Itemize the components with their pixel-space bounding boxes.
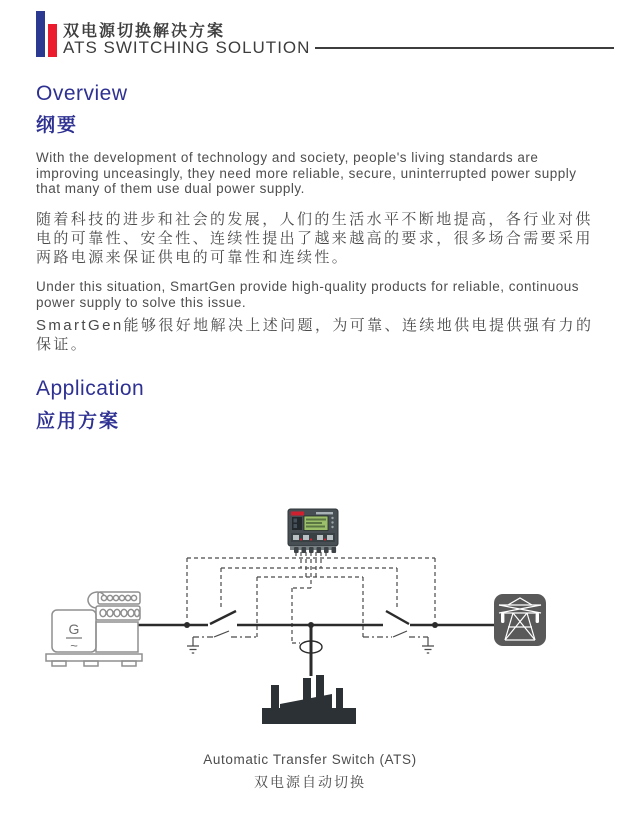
application-heading-en: Application (36, 377, 145, 400)
overview-paragraph-zh-1: 随着科技的进步和社会的发展，人们的生活水平不断地提高，各行业对供电的可靠性、安全性、连续性提出了越来越高的要求，很多场合需要采用两路电源来保证供电的可靠性和连续性。 (36, 211, 593, 266)
ground-icon (187, 637, 199, 653)
overview-paragraph-en-1: With the development of technology and society, people's living standards are improving unceasingly, they need more reliable, secure, uninterrupted power supply that many of them use dual power supply. (36, 150, 577, 196)
overview-heading-en: Overview (36, 82, 128, 105)
header-title-zh: 双电源切换解决方案 (63, 23, 226, 40)
ats-controller-icon (288, 509, 338, 553)
controller-logo (291, 512, 304, 516)
header-rule (315, 47, 614, 49)
diagram-caption-en: Automatic Transfer Switch (ATS) (203, 752, 417, 767)
diagram-caption-zh: 双电源自动切换 (254, 774, 366, 790)
overview-paragraph-zh-2: SmartGen能够很好地解决上述问题，为可靠、连续地供电提供强有力的保证。 (36, 317, 594, 353)
main-bus (138, 611, 494, 625)
application-heading-zh: 应用方案 (36, 411, 121, 432)
ground-icon (422, 637, 434, 653)
logo-blue-bar-icon (36, 11, 45, 57)
switch-symbol (386, 611, 409, 624)
generator-letter: G (68, 621, 80, 637)
header-title-row (63, 38, 614, 58)
header-title-en: ATS SWITCHING SOLUTION (63, 38, 311, 57)
generator-wave: ~ (70, 638, 78, 653)
ats-application-diagram (0, 495, 620, 745)
utility-tower-icon (494, 594, 546, 646)
logo-red-bar-icon (48, 24, 57, 57)
overview-paragraph-en-2: Under this situation, SmartGen provide high-quality products for reliable, continuous power supply to solve this issue. (36, 279, 580, 310)
factory-icon (262, 675, 356, 724)
switch-symbol (210, 611, 236, 624)
genset-icon (46, 592, 142, 666)
overview-heading-zh: 纲要 (36, 115, 79, 136)
current-transformer-icon (300, 625, 322, 676)
